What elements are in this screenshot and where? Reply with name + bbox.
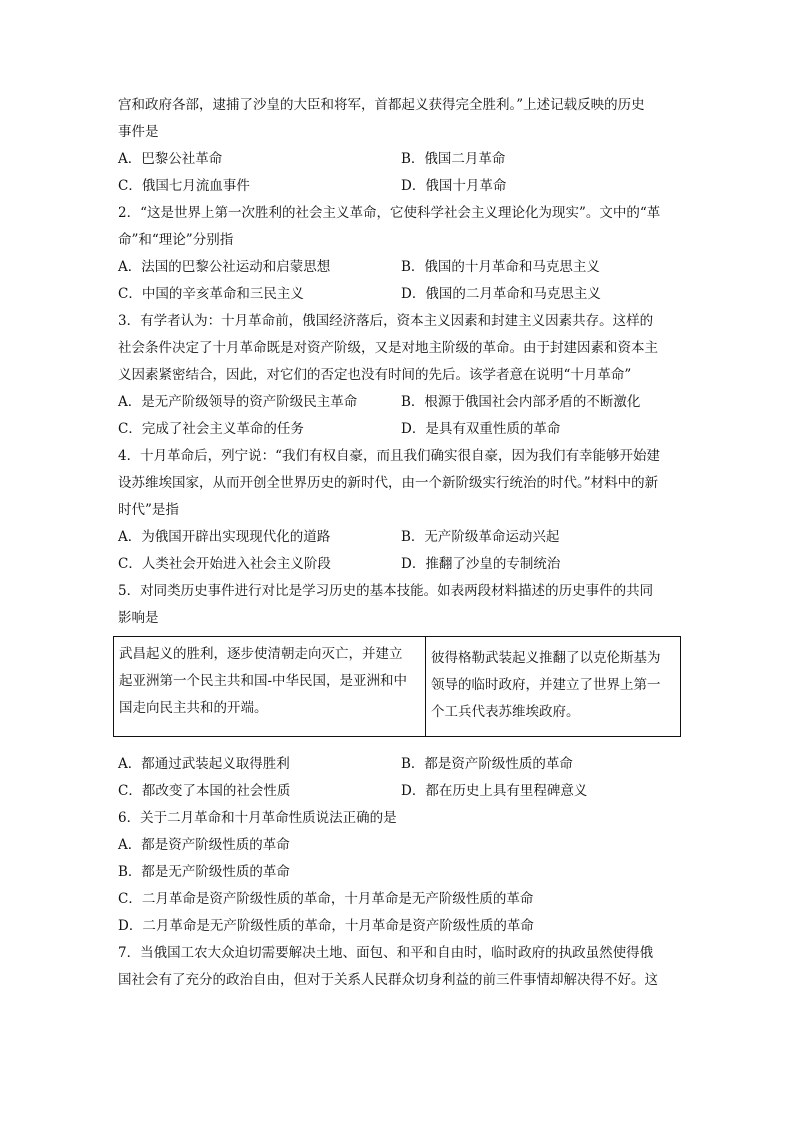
option-row bbox=[118, 416, 684, 443]
question-4-stem: 4．十月革命后，列宁说：“我们有权自豪，而且我们确实很自豪，因为我们有幸能够开始建 bbox=[118, 448, 660, 464]
text-line: 事件是 bbox=[118, 124, 159, 140]
question-4-stem: 时代”是指 bbox=[118, 502, 179, 518]
option-row bbox=[118, 173, 684, 200]
option-c: C．人类社会开始进入社会主义阶段 bbox=[118, 556, 331, 572]
exam-page bbox=[118, 92, 684, 994]
option-b: B．俄国二月革命 bbox=[401, 151, 506, 167]
question-4-stem: 设苏维埃国家，从而开创全世界历史的新时代，由一个新阶级实行统治的时代。”材料中的新 bbox=[118, 475, 659, 491]
table-text-line: 起亚洲第一个民主共和国-中华民国，是亚洲和中 bbox=[119, 673, 408, 689]
question-6-stem: 6．关于二月革命和十月革命性质说法正确的是 bbox=[118, 810, 397, 826]
option-c: C．中国的辛亥革命和三民主义 bbox=[118, 286, 304, 302]
option-row bbox=[118, 281, 684, 308]
option-row bbox=[118, 146, 684, 173]
option-d: D．推翻了沙皇的专制统治 bbox=[401, 556, 561, 572]
option-row bbox=[118, 778, 684, 805]
table-text-line: 个工兵代表苏维埃政府。 bbox=[431, 704, 580, 720]
table-text-line: 国走向民主共和的开端。 bbox=[119, 700, 268, 716]
option-d: D．都在历史上具有里程碑意义 bbox=[401, 783, 588, 799]
option-b: B．都是资产阶级性质的革命 bbox=[401, 756, 573, 772]
table-text-line: 领导的临时政府，并建立了世界上第一 bbox=[431, 677, 661, 693]
question-7-stem: 国社会有了充分的政治自由，但对于关系人民群众切身利益的前三件事情却解决得不好。这 bbox=[118, 972, 658, 988]
question-3-stem: 社会条件决定了十月革命既是对资产阶级，又是对地主阶级的革命。由于封建因素和资本主 bbox=[118, 340, 658, 356]
table-text-line: 武昌起义的胜利，逐步使清朝走向灭亡，并建立 bbox=[119, 646, 403, 662]
option-row bbox=[118, 389, 684, 416]
question-3-stem: 义因素紧密结合，因此，对它们的否定也没有时间的先后。该学者意在说明“十月革命” bbox=[118, 367, 632, 383]
option-b: B．俄国的十月革命和马克思主义 bbox=[401, 259, 600, 275]
option-a: A．都是资产阶级性质的革命 bbox=[118, 837, 290, 853]
text-line: 宫和政府各部，逮捕了沙皇的大臣和将军，首都起义获得完全胜利。”上述记载反映的历史 bbox=[118, 97, 645, 113]
option-a: A．法国的巴黎公社运动和启蒙思想 bbox=[118, 259, 331, 275]
option-row bbox=[118, 551, 684, 578]
option-c: C．二月革命是资产阶级性质的革命，十月革命是无产阶级性质的革命 bbox=[118, 891, 534, 907]
table-cell-petrograd bbox=[426, 637, 681, 737]
option-d: D．俄国十月革命 bbox=[401, 178, 507, 194]
question-3-stem: 3．有学者认为：十月革命前，俄国经济落后，资本主义因素和封建主义因素共存。这样的 bbox=[118, 313, 654, 329]
table-text-line: 彼得格勒武装起义推翻了以克伦斯基为 bbox=[431, 650, 661, 666]
option-c: C．完成了社会主义革命的任务 bbox=[118, 421, 304, 437]
option-b: B．无产阶级革命运动兴起 bbox=[401, 529, 560, 545]
option-a: A．都通过武装起义取得胜利 bbox=[118, 756, 290, 772]
option-a: A．是无产阶级领导的资产阶级民主革命 bbox=[118, 394, 358, 410]
question-2-stem: 2．“这是世界上第一次胜利的社会主义革命，它使科学社会主义理论化为现实”。文中的“革 bbox=[118, 205, 661, 221]
option-b: B．都是无产阶级性质的革命 bbox=[118, 864, 290, 880]
question-2-stem: 命”和“理论”分别指 bbox=[118, 232, 234, 248]
question-7-stem: 7．当俄国工农大众迫切需要解决土地、面包、和平和自由时，临时政府的执政虽然使得俄 bbox=[118, 945, 654, 961]
table-cell-wuchang bbox=[114, 637, 426, 737]
option-b: B．根源于俄国社会内部矛盾的不断激化 bbox=[401, 394, 641, 410]
option-d: D．俄国的二月革命和马克思主义 bbox=[401, 286, 601, 302]
option-c: C．都改变了本国的社会性质 bbox=[118, 783, 291, 799]
option-row bbox=[118, 254, 684, 281]
question-5-stem: 5．对同类历史事件进行对比是学习历史的基本技能。如表两段材料描述的历史事件的共同 bbox=[118, 583, 654, 599]
option-a: A．巴黎公社革命 bbox=[118, 151, 223, 167]
option-row bbox=[118, 524, 684, 551]
option-a: A．为俄国开辟出实现现代化的道路 bbox=[118, 529, 331, 545]
comparison-table bbox=[113, 636, 681, 737]
option-d: D．是具有双重性质的革命 bbox=[401, 421, 561, 437]
question-5-stem: 影响是 bbox=[118, 610, 159, 626]
option-d: D．二月革命是无产阶级性质的革命，十月革命是资产阶级性质的革命 bbox=[118, 918, 534, 934]
option-c: C．俄国七月流血事件 bbox=[118, 178, 250, 194]
option-row bbox=[118, 751, 684, 778]
